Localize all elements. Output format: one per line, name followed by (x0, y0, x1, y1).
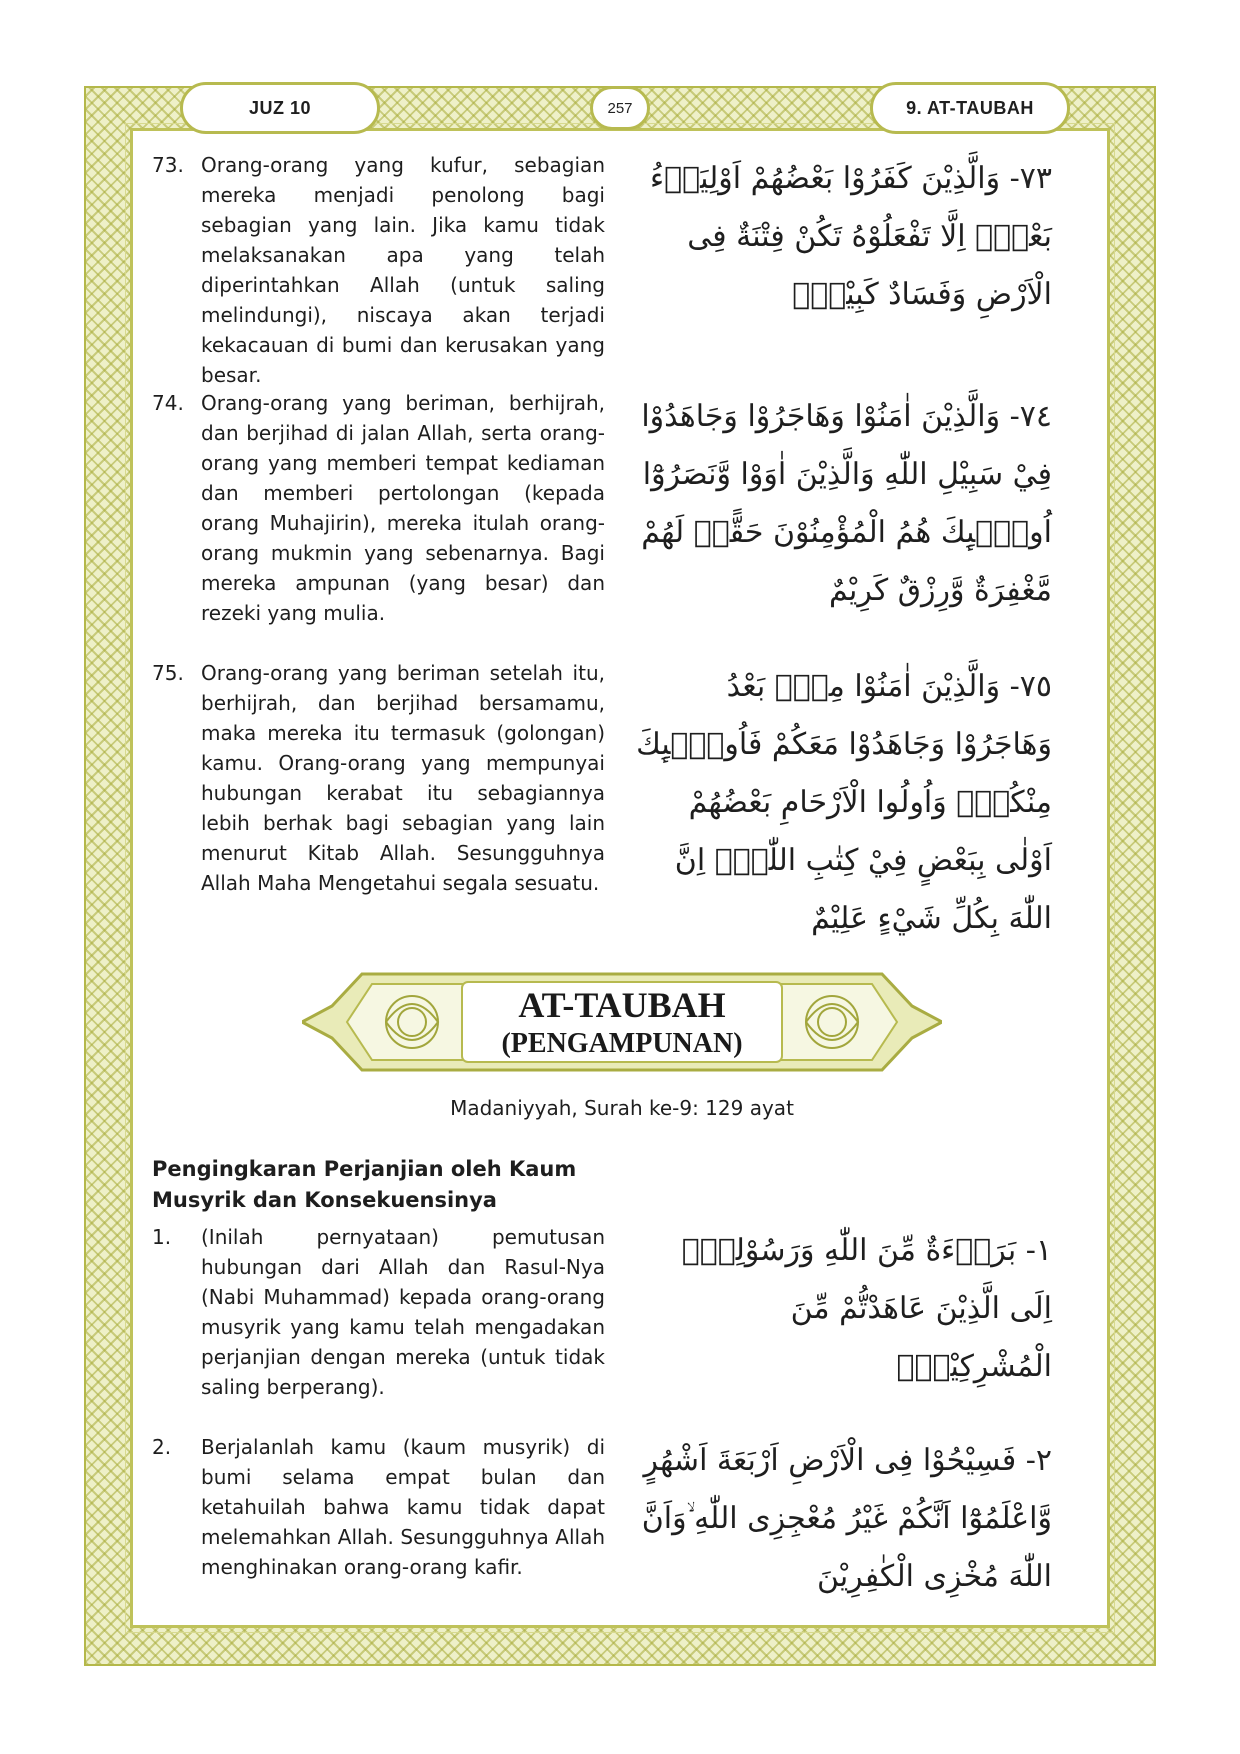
arabic-verse-text: وَالَّذِيْنَ اٰمَنُوْا مِنْۢ بَعْدُ وَهَاجَرُوْا وَجَاهَدُوْا مَعَكُمْ فَاُولٰۤىِٕكَ مِنْكُمْۗ وَاُولُوا الْاَرْحَامِ بَعْضُهُمْ اَوْلٰى بِبَعْضٍ فِيْ كِتٰبِ اللّٰهِۗ اِنَّ اللّٰهَ بِكُلِّ شَيْءٍ عَلِيْمٌ (636, 669, 1052, 936)
arabic-verse-number: ٧٥- (1009, 669, 1052, 704)
arabic-verse (632, 1432, 1052, 1606)
verse-number: 2. (152, 1435, 172, 1459)
arabic-verse-text: وَالَّذِيْنَ اٰمَنُوْا وَهَاجَرُوْا وَجَاهَدُوْا فِيْ سَبِيْلِ اللّٰهِ وَالَّذِيْنَ اٰوَوْا وَّنَصَرُوْٓا اُولٰۤىِٕكَ هُمُ الْمُؤْمِنُوْنَ حَقًّاۗ لَهُمْ مَّغْفِرَةٌ وَّرِزْقٌ كَرِيْمٌ (641, 399, 1052, 608)
verse-translation: Orang-orang yang kufur, sebagian mereka menjadi penolong bagi sebagian yang lain. Jika kamu tidak melaksanakan apa yang telah diperintahkan Allah (untuk saling melindungi), niscaya akan terjadi kekacauan di bumi dan kerusakan yang besar. (201, 153, 605, 387)
verse-translation: Berjalanlah kamu (kaum musyrik) di bumi selama empat bulan dan ketahuilah bahwa kamu tidak dapat melemahkan Allah. Sesungguhnya Allah menghinakan orang-orang kafir. (201, 1435, 605, 1579)
verse-number: 1. (152, 1225, 172, 1249)
surah-header-label: 9. AT-TAUBAH (870, 82, 1070, 134)
arabic-verse-number: ٧٣- (1009, 161, 1052, 196)
surah-subtitle: (PENGAMPUNAN) (501, 1028, 743, 1059)
section-heading: Pengingkaran Perjanjian oleh Kaum Musyrik dan Konsekuensinya (152, 1157, 577, 1212)
verse-number: 74. (152, 391, 184, 415)
arabic-verse-number: ٢- (1025, 1443, 1052, 1478)
page-number: 257 (590, 86, 650, 130)
verse-number: 75. (152, 661, 184, 685)
arabic-verse (632, 388, 1052, 620)
arabic-verse (632, 150, 1052, 324)
verse-number: 73. (152, 153, 184, 177)
surah-title-banner (302, 966, 942, 1078)
verse-translation: Orang-orang yang beriman, berhijrah, dan berjihad di jalan Allah, serta orang-orang yang memberi tempat kediaman dan memberi pertolongan (kepada orang Muhajirin), mereka itulah orang-orang mukmin yang sebenarnya. Bagi mereka ampunan (yang besar) dan rezeki yang mulia. (201, 391, 605, 625)
verse-translation: Orang-orang yang beriman setelah itu, berhijrah, dan berjihad bersamamu, maka mereka itu termasuk (golongan) kamu. Orang-orang yang mempunyai hubungan kerabat itu sebagiannya lebih berhak bagi sebagian yang lain menurut Kitab Allah. Sesungguhnya Allah Maha Mengetahui segala sesuatu. (201, 661, 605, 895)
arabic-verse (632, 658, 1052, 948)
verse-translation: (Inilah pernyataan) pemutusan hubungan dari Allah dan Rasul-Nya (Nabi Muhammad) kepada orang-orang musyrik yang kamu telah mengadakan perjanjian dengan mereka (untuk tidak saling berperang). (201, 1225, 605, 1399)
arabic-verse-number: ١- (1025, 1233, 1052, 1268)
arabic-verse-text: بَرَاۤءَةٌ مِّنَ اللّٰهِ وَرَسُوْلِهٖٓ اِلَى الَّذِيْنَ عَاهَدْتُّمْ مِّنَ الْمُشْرِكِيْنَۗ (681, 1233, 1052, 1384)
arabic-verse-number: ٧٤- (1009, 399, 1052, 434)
arabic-verse-text: فَسِيْحُوْا فِى الْاَرْضِ اَرْبَعَةَ اَشْهُرٍ وَّاعْلَمُوْٓا اَنَّكُمْ غَيْرُ مُعْجِزِى اللّٰهِ ۙوَاَنَّ اللّٰهَ مُخْزِى الْكٰفِرِيْنَ (641, 1443, 1052, 1594)
surah-title: AT-TAUBAH (518, 985, 726, 1025)
arabic-verse (632, 1222, 1052, 1396)
juz-label: JUZ 10 (180, 82, 380, 134)
arabic-verse-text: وَالَّذِيْنَ كَفَرُوْا بَعْضُهُمْ اَوْلِيَاۤءُ بَعْضٍۗ اِلَّا تَفْعَلُوْهُ تَكُنْ فِتْنَةٌ فِى الْاَرْضِ وَفَسَادٌ كَبِيْرٌۗ (649, 161, 1052, 312)
surah-info: Madaniyyah, Surah ke-9: 129 ayat (450, 1096, 794, 1120)
